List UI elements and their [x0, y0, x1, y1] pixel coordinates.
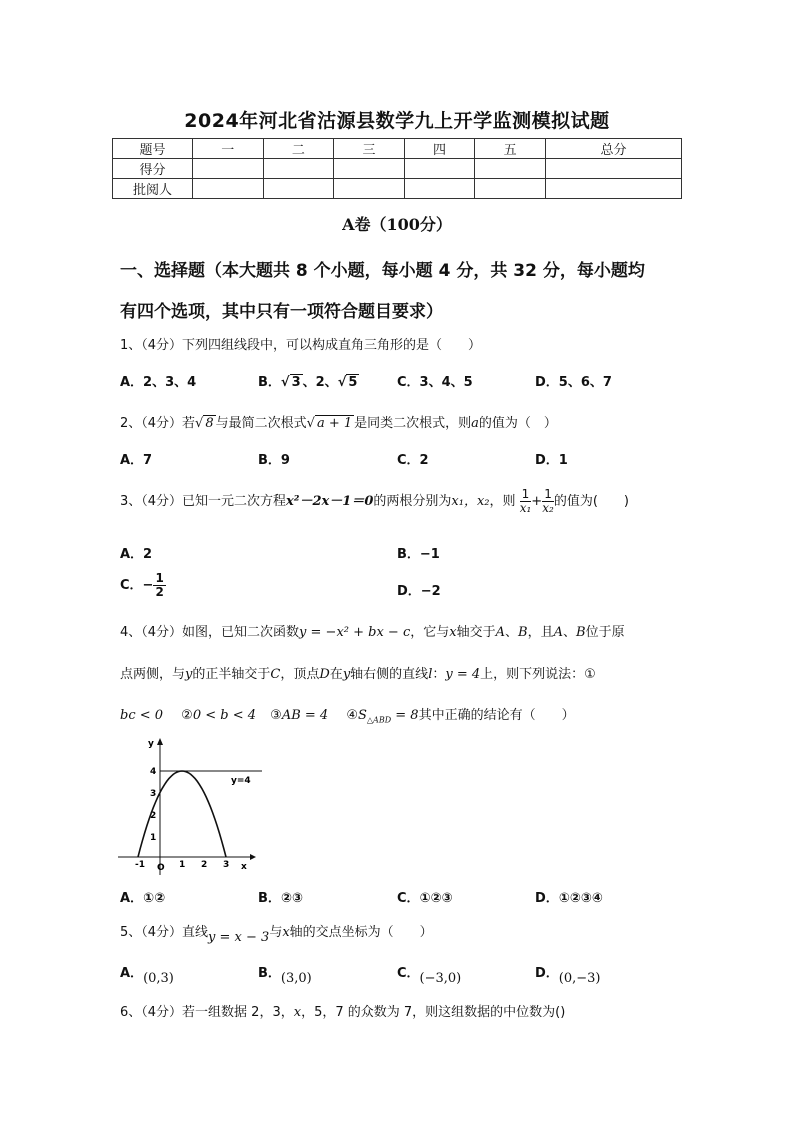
q4-var: y	[185, 667, 193, 682]
q4-text: 上，则下列说法：①	[480, 667, 596, 682]
question-4-line2	[120, 663, 596, 682]
q3-option-c-label: C．−	[120, 578, 154, 593]
question-3-stem	[120, 488, 629, 515]
q4-marker: ②	[181, 708, 193, 723]
q3-frac1-num: 1	[521, 487, 530, 501]
q3-roots: x₁，x₂	[451, 494, 490, 509]
q3-plus: +	[531, 494, 543, 509]
q3-mid: 的两根分别为	[373, 494, 452, 509]
q3-frac2-num: 1	[544, 487, 552, 501]
table-cell: 五	[475, 139, 546, 159]
sqrt-symbol: √	[195, 416, 204, 431]
q2-prefix: 2、（4分）若	[120, 416, 196, 431]
q1-b-radicand1: 3	[291, 375, 301, 390]
table-cell	[545, 179, 681, 199]
q5-var: x	[282, 925, 290, 940]
part1-heading-line1: 一、选择题（本大题共 8 个小题，每小题 4 分，共 32 分，每小题均	[120, 261, 645, 281]
q5-suffix: 轴的交点坐标为（ ）	[289, 925, 433, 940]
table-cell	[545, 159, 681, 179]
q3-option-d: D．−2	[397, 584, 441, 599]
q2-suffix: 的值为（ ）	[478, 416, 557, 431]
q4-text: 、	[505, 625, 519, 640]
table-cell: 总分	[545, 139, 681, 159]
q4-text: 轴右侧的直线	[350, 667, 429, 682]
q5-option-label: A．	[120, 966, 144, 981]
q3-prefix: 3、（4分）已知一元二次方程	[120, 494, 287, 509]
q4-text: 在	[329, 667, 343, 682]
question-4-line3	[120, 704, 575, 725]
q4-option-b: B．②③	[258, 891, 303, 906]
q4-subscript: △ABD	[366, 715, 392, 725]
q5-line-equation: y = x − 3	[208, 930, 270, 945]
y-tick-label: 3	[150, 789, 157, 799]
parabola-figure	[112, 733, 262, 875]
q2-suffix-pre: 是同类二次根式，则	[354, 416, 472, 431]
x-tick-label: 2	[201, 860, 208, 870]
q2-option-a: A．7	[120, 453, 153, 468]
score-table-row	[113, 159, 682, 179]
q6-prefix: 6、（4分）若一组数据 2，3，	[120, 1005, 294, 1020]
q5-prefix: 5、（4分）直线	[120, 925, 209, 940]
x-tick-label: 1	[179, 860, 186, 870]
table-cell: 批阅人	[113, 179, 193, 199]
question-2-stem	[120, 412, 557, 431]
y-tick-label: 2	[150, 811, 157, 821]
sqrt-symbol: √	[337, 375, 347, 390]
q4-var: B	[518, 625, 528, 640]
sqrt-symbol: √	[280, 375, 290, 390]
question-1-stem: 1、（4分）下列四组线段中，可以构成直角三角形的是（ ）	[120, 338, 482, 353]
q4-text: ：	[432, 667, 446, 682]
q4-statement-4: S	[357, 708, 367, 723]
q4-text: ，它与	[410, 625, 450, 640]
q5-option-value: (0,−3)	[558, 971, 601, 986]
q3-option-b: B．−1	[397, 547, 440, 562]
x-tick-label: 3	[223, 860, 230, 870]
table-cell	[404, 179, 475, 199]
table-cell	[475, 179, 546, 199]
q1-b-separator: 、2、	[302, 375, 338, 390]
q4-text: 位于原	[585, 625, 625, 640]
q4-var: y	[342, 667, 351, 682]
q4-statement-2: 0 < b < 4	[192, 708, 257, 723]
x-tick-label: -1	[135, 860, 145, 870]
table-cell: 三	[334, 139, 405, 159]
x-axis-arrow	[250, 854, 256, 860]
table-cell: 四	[404, 139, 475, 159]
q3-frac1-den: x₁	[519, 501, 532, 515]
q4-text: 其中正确的结论有（ ）	[418, 708, 575, 723]
q4-text: 4、（4分）如图，已知二次函数	[120, 625, 300, 640]
origin-label: O	[157, 863, 165, 873]
q4-equation: y = 4	[445, 667, 481, 682]
q2-option-c: C．2	[397, 453, 429, 468]
q4-text: 的正半轴交于	[192, 667, 271, 682]
q5-option-c	[397, 962, 462, 986]
q5-option-d	[535, 962, 601, 986]
score-table-row	[113, 179, 682, 199]
q6-suffix: ，5，7 的众数为 7，则这组数据的中位数为()	[301, 1005, 566, 1020]
y-axis-arrow	[157, 738, 163, 745]
section-a-heading: A卷（100分）	[342, 215, 452, 234]
q2-radicand-b: a + 1	[316, 416, 353, 431]
q1-option-b-label: B．	[258, 375, 281, 390]
sqrt-symbol: √	[306, 416, 315, 431]
q4-text: 点两侧，与	[120, 667, 186, 682]
y-axis-label: y	[148, 739, 154, 749]
q1-b-radicand2: 5	[348, 375, 358, 390]
q3-frac2-den: x₂	[542, 501, 554, 515]
q4-var: l	[428, 667, 433, 682]
question-5-stem	[120, 921, 433, 945]
line-label: y=4	[231, 776, 251, 786]
q4-var: D	[319, 667, 330, 682]
q1-option-b	[258, 371, 359, 390]
q3-then: ，则	[489, 494, 516, 509]
table-cell	[334, 179, 405, 199]
q1-option-a: A．2、3、4	[120, 375, 197, 390]
q4-option-d: D．①②③④	[535, 891, 603, 906]
table-cell	[475, 159, 546, 179]
y-tick-label: 4	[150, 767, 157, 777]
q5-option-label: D．	[535, 966, 559, 981]
q4-statement-3: AB = 4	[281, 708, 329, 723]
q2-var: a	[471, 416, 479, 431]
q5-option-label: B．	[258, 966, 281, 981]
q2-option-b: B．9	[258, 453, 290, 468]
q4-function: y = −x² + bx − c	[299, 625, 411, 640]
table-cell	[263, 179, 334, 199]
q4-option-c: C．①②③	[397, 891, 453, 906]
q4-var: A	[495, 625, 505, 640]
table-cell	[193, 179, 264, 199]
q3-c-frac-den: 2	[155, 585, 164, 599]
q4-text: ，顶点	[280, 667, 320, 682]
q4-option-a: A．①②	[120, 891, 166, 906]
q4-var: B	[576, 625, 586, 640]
y-tick-label: 1	[150, 833, 157, 843]
table-cell	[193, 159, 264, 179]
q4-statement-4-eq: = 8	[391, 708, 419, 723]
q3-suffix: 的值为( )	[553, 494, 629, 509]
q6-var: x	[293, 1005, 302, 1020]
q3-equation: x²－2x－1＝0	[286, 494, 374, 509]
table-cell	[334, 159, 405, 179]
q4-text: ，且	[527, 625, 554, 640]
table-cell: 题号	[113, 139, 193, 159]
question-6-stem	[120, 1001, 565, 1020]
q3-c-frac-num: 1	[155, 571, 164, 585]
q4-marker: ④	[346, 708, 358, 723]
question-4-line1	[120, 621, 625, 640]
q3-option-c	[120, 572, 166, 599]
q4-text: 、	[562, 625, 576, 640]
page-title: 2024年河北省沽源县数学九上开学监测模拟试题	[184, 110, 610, 132]
q5-option-value: (0,3)	[143, 971, 174, 986]
q5-option-value: (3,0)	[280, 971, 312, 986]
q4-var: A	[553, 625, 563, 640]
q3-option-a: A．2	[120, 547, 153, 562]
score-table-header-row	[113, 139, 682, 159]
q1-option-d: D．5、6、7	[535, 375, 612, 390]
q4-text: 轴交于	[456, 625, 496, 640]
q3-c-fraction	[153, 572, 165, 599]
x-axis-label: x	[241, 862, 247, 872]
q5-option-value: (−3,0)	[419, 971, 462, 986]
q3-fraction-1	[520, 488, 532, 515]
table-cell: 二	[263, 139, 334, 159]
table-cell: 一	[193, 139, 264, 159]
table-cell: 得分	[113, 159, 193, 179]
q2-mid: 与最简二次根式	[215, 416, 307, 431]
q5-mid: 与	[269, 925, 283, 940]
q2-option-d: D．1	[535, 453, 568, 468]
q2-radicand-a: 8	[205, 416, 214, 431]
table-cell	[404, 159, 475, 179]
q4-var: C	[270, 667, 281, 682]
q3-fraction-2	[542, 488, 554, 515]
q5-option-a	[120, 962, 174, 986]
part1-heading-line2: 有四个选项，其中只有一项符合题目要求）	[120, 302, 443, 322]
q1-option-c: C．3、4、5	[397, 375, 473, 390]
score-table	[112, 138, 682, 199]
q4-var: x	[449, 625, 457, 640]
q5-option-label: C．	[397, 966, 420, 981]
table-cell	[263, 159, 334, 179]
q4-marker: ③	[270, 708, 282, 723]
parabola-curve	[138, 771, 226, 857]
q5-option-b	[258, 962, 312, 986]
q4-statement-1: bc < 0	[120, 708, 164, 723]
